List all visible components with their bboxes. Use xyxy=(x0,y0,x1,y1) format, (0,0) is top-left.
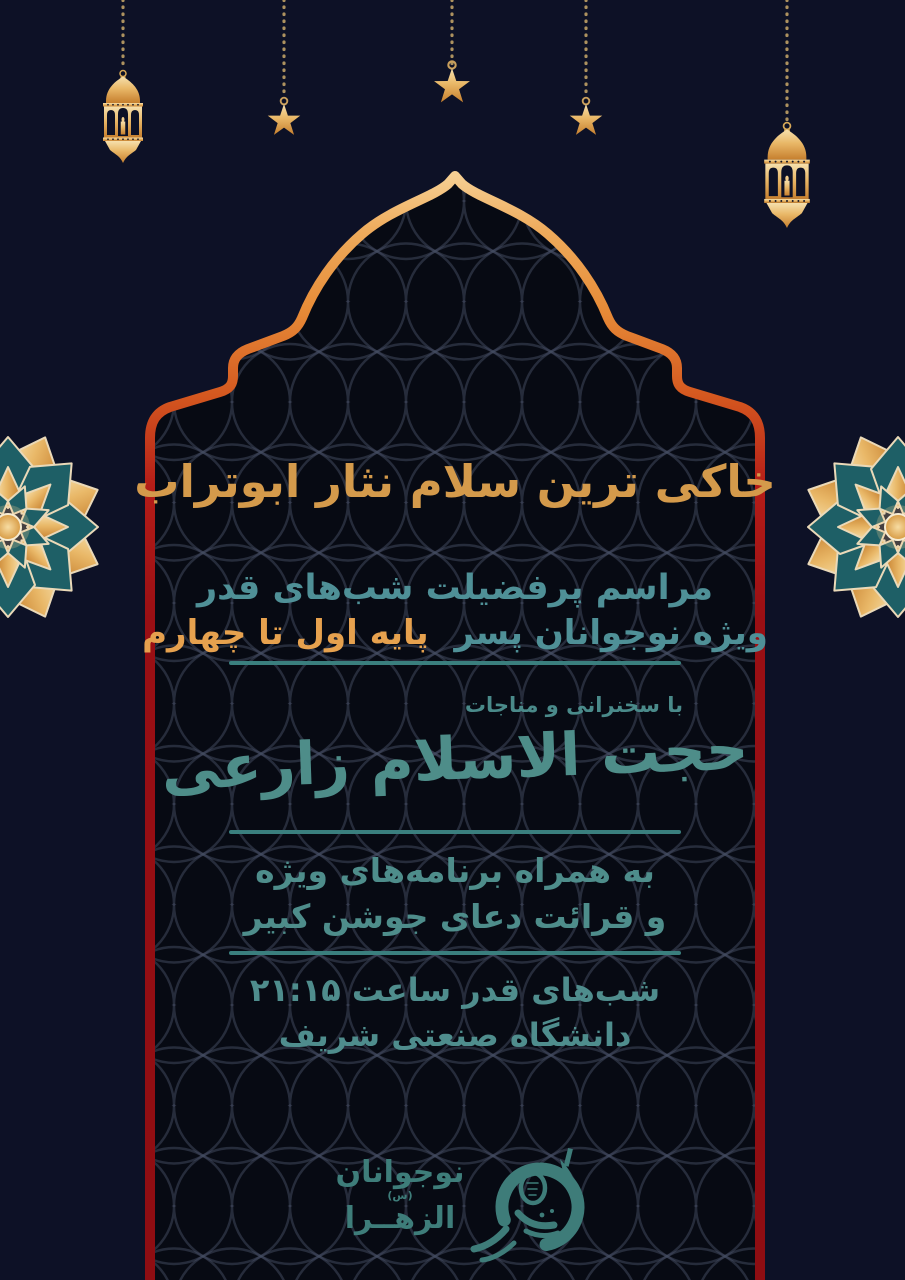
hanging-chains xyxy=(123,0,787,120)
audience-line xyxy=(95,613,815,653)
program-line-2: و قرائت دعای جوشن کبیر xyxy=(243,897,667,936)
divider-line xyxy=(229,661,681,665)
medallion-icon xyxy=(0,426,109,628)
logo-line-1: نوجوانان xyxy=(335,1155,465,1190)
poster-title: خاکی ترین سلام نثار ابوتراب xyxy=(134,455,776,508)
venue-line: دانشگاه صنعتی شریف xyxy=(278,1016,632,1054)
logo-honorific: (س) xyxy=(387,1189,413,1202)
speaker-name: حجت الاسلام زارعی xyxy=(160,713,750,804)
audience-gold-text: پایه اول تا چهارم xyxy=(142,613,429,653)
program-line-1: به همراه برنامه‌های ویژه xyxy=(255,851,655,890)
divider-line xyxy=(229,830,681,834)
lantern-icon xyxy=(764,123,810,228)
lantern-icon xyxy=(103,71,143,164)
logo-line-2: الزهــرا xyxy=(344,1201,456,1236)
divider-line xyxy=(229,951,681,955)
schedule-line: شب‌های قدر ساعت ۲۱:۱۵ xyxy=(249,971,661,1009)
organization-logo-text xyxy=(330,1156,470,1235)
star-icon xyxy=(434,61,470,102)
ceremony-subtitle: مراسم پرفضیلت شب‌های قدر xyxy=(196,568,714,608)
star-icon xyxy=(268,98,300,135)
star-icon xyxy=(570,98,602,135)
audience-teal-text: ویژه نوجوانان پسر xyxy=(454,613,768,653)
speech-label: با سخنرانی و مناجات xyxy=(464,693,683,717)
